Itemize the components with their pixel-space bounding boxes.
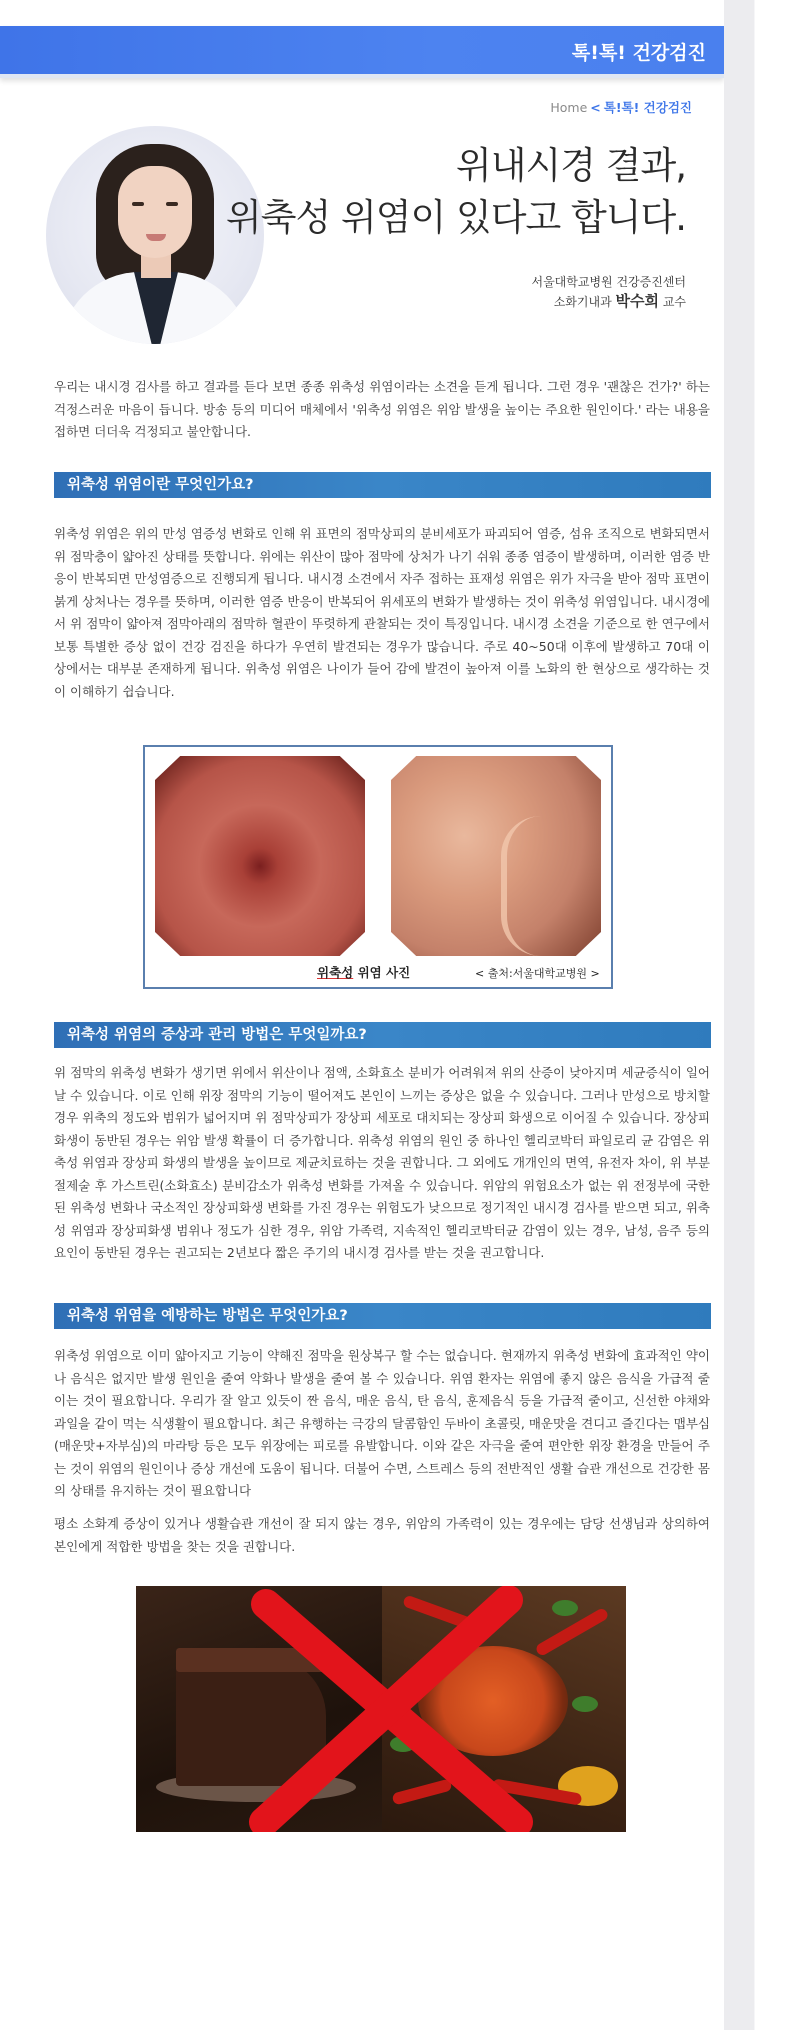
section-heading-definition: 위축성 위염이란 무엇인가요? xyxy=(54,472,711,498)
endoscopy-image-1 xyxy=(155,756,365,956)
author-dept: 소화기내과 xyxy=(553,295,612,309)
endoscopy-image-2 xyxy=(391,756,601,956)
breadcrumb xyxy=(550,98,692,116)
article-title xyxy=(226,140,686,244)
breadcrumb-home[interactable]: Home xyxy=(550,100,588,115)
section-body-definition: 위축성 위염은 위의 만성 염증성 변화로 인해 위 표면의 점막상피의 분비세포가 파괴되어 염증, 섬유 조직으로 변화되면서 위 점막층이 얇아진 상태를 뜻합니다. 위에는 위산이 많아 점막에 상처가 나기 쉬워 종종 염증이 발생하며, 이러한 염증 반응이 반복되면 만성염증으로 진행되게 됩니다. 내시경 소견에서 자주 접하는 표재성 위염은 위가 자극을 받아 점막 표면이 붉게 상처나는 경우를 뜻하며, 이러한 염증 반응이 반복되어 위세포의 변화가 발생하는 것이 위축성 위염입니다. 내시경에서 위 점막이 얇아져 점막아래의 점막하 혈관이 뚜렷하게 관찰되는 것이 특징입니다. 내시경 소견을 기준으로 한 연구에서 보통 특별한 증상 없이 건강 검진을 하다가 우연히 발견되는 경우가 많습니다. 주로 40~50대 이후에 발생하고 70대 이상에서는 대부분 존재하게 됩니다. 위축성 위염은 나이가 들어 감에 발견이 높아져 이를 노화의 한 현상으로 생각하는 것이 이해하기 쉽습니다. xyxy=(54,526,710,699)
section-body-symptoms: 위 점막의 위축성 변화가 생기면 위에서 위산이나 점액, 소화효소 분비가 어려워져 위의 산증이 낮아지며 세균증식이 일어날 수 있습니다. 이로 인해 위장 점막의 기능이 떨어져도 본인이 느끼는 증상은 없을 수 있습니다. 그러나 만성으로 방치할 경우 위축의 정도와 범위가 넓어지며 위 점막상피가 장상피 세포로 대치되는 장상피 화생으로 이어질 수 있습니다. 장상피 화생이 동반된 경우는 위암 발생 확률이 더 증가합니다. 위축성 위염의 원인 중 하나인 헬리코박터 파일로리 균 감염은 위축성 위염과 장상피 화생의 발생을 높이므로 제균치료하는 것을 권합니다. 그 외에도 개개인의 면역, 유전자 차이, 위 부분 절제술 후 가스트린(소화효소) 분비감소가 위축성 변화를 가져올 수 있습니다. 위암의 위험요소가 없는 위 전정부에 국한된 위축성 변화나 국소적인 장상피화생 변화를 가진 경우는 위험도가 낮으므로 정기적인 내시경 검사를 받으면 되고, 위축성 위염과 장상피화생 범위나 정도가 심한 경우, 위암 가족력, 지속적인 헬리코박터균 감염이 있는 경우, 남성, 음주 등의 요인이 동반된 경우는 권고되는 2년보다 짧은 주기의 내시경 검사를 받는 것을 권고합니다. xyxy=(54,1065,710,1260)
header-banner xyxy=(0,26,724,78)
header-title: 톡!톡! 건강검진 xyxy=(571,42,706,64)
breadcrumb-current[interactable]: 톡!톡! 건강검진 xyxy=(603,100,692,115)
article-title-line2: 위축성 위염이 있다고 합니다. xyxy=(226,196,686,239)
figure-source: < 출처:서울대학교병원 > xyxy=(475,967,600,980)
prohibition-x-icon xyxy=(136,1586,626,1832)
section-heading-prevention: 위축성 위염을 예방하는 방법은 무엇인가요? xyxy=(54,1303,711,1329)
section-heading-symptoms: 위축성 위염의 증상과 관리 방법은 무엇일까요? xyxy=(54,1022,711,1048)
author-org: 서울대학교병원 건강증진센터 xyxy=(531,275,686,289)
intro-paragraph: 우리는 내시경 검사를 하고 결과를 듣다 보면 종종 위축성 위염이라는 소견을 듣게 됩니다. 그런 경우 '괜찮은 건가?' 하는 걱정스러운 마음이 듭니다. 방송 등의 미디어 매체에서 '위축성 위염은 위암 발생을 높이는 주요한 원인이다.' 라는 내용을 접하면 더더욱 걱정되고 불안합니다. xyxy=(54,379,710,439)
breadcrumb-separator: < xyxy=(590,100,601,115)
author-name: 박수희 xyxy=(615,292,659,310)
food-avoid-image xyxy=(136,1586,626,1832)
section-body-prevention-2: 평소 소화계 증상이 있거나 생활습관 개선이 잘 되지 않는 경우, 위암의 가족력이 있는 경우에는 담당 선생님과 상의하여 본인에게 적합한 방법을 찾는 것을 권합니다. xyxy=(54,1516,710,1554)
author-title: 교수 xyxy=(662,295,686,309)
author-info xyxy=(531,273,686,312)
section-body-prevention: 위축성 위염으로 이미 얇아지고 기능이 약해진 점막을 원상복구 할 수는 없습니다. 현재까지 위축성 변화에 효과적인 약이나 음식은 없지만 발생 원인을 줄여 악화나 발생을 줄여 볼 수 있습니다. 위염 환자는 위염에 좋지 않은 음식을 가급적 줄이는 것이 필요합니다. 우리가 잘 알고 있듯이 짠 음식, 매운 음식, 탄 음식, 훈제음식 등을 가급적 줄이고, 신선한 야채와 과일을 같이 먹는 식생활이 필요합니다. 최근 유행하는 극강의 달콤함인 두바이 초콜릿, 매운맛을 견디고 즐긴다는 맵부심(매운맛+자부심)의 마라탕 등은 모두 위장에는 피로를 유발합니다. 이와 같은 자극을 줄여 편안한 위장 환경을 만들어 주는 것이 위염의 원인이나 증상 개선에 도움이 됩니다. 더불어 수면, 스트레스 등의 전반적인 생활 습관 개선으로 건강한 몸의 상태를 유지하는 것이 필요합니다 xyxy=(54,1348,710,1498)
endoscopy-figure xyxy=(143,745,613,989)
right-margin xyxy=(724,0,806,2030)
article-title-line1: 위내시경 결과, xyxy=(456,144,686,187)
figure-caption: 위축성 위염 사진 xyxy=(317,965,411,980)
